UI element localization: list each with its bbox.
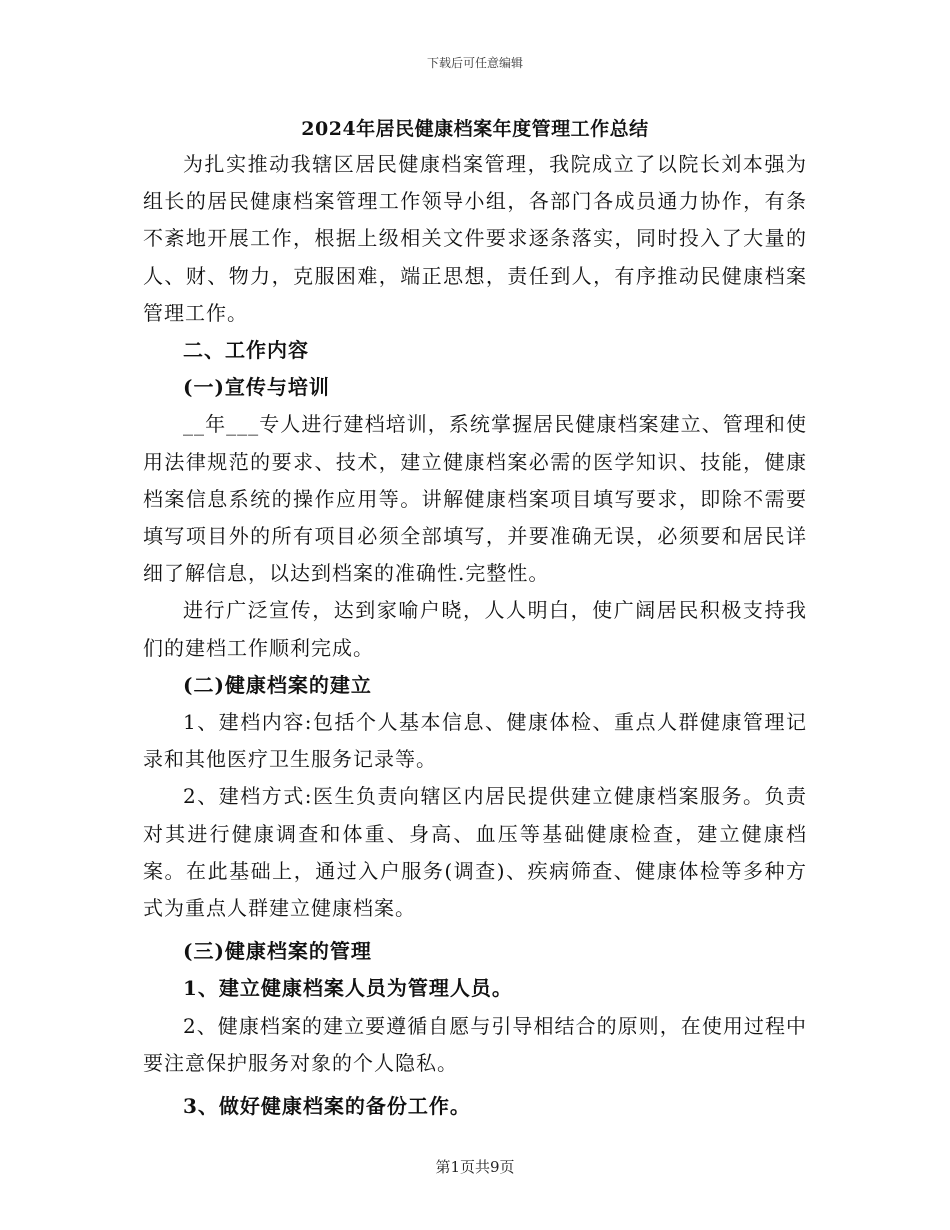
header-note: 下载后可任意编辑 <box>426 56 523 70</box>
intro-paragraph: 为扎实推动我辖区居民健康档案管理，我院成立了以院长刘本强为组长的居民健康档案管理工作领导小组，各部门各成员通力协作，有条不紊地开展工作，根据上级相关文件要求逐条落实，同时投入了大量的人、财、物力，克服困难，端正思想，责任到人，有序推动民健康档案管理工作。 <box>143 152 807 325</box>
establishment-method-paragraph: 2、建档方式:医生负责向辖区内居民提供建立健康档案服务。负责对其进行健康调查和体重、身高、血压等基础健康检查，建立健康档案。在此基础上，通过入户服务(调查)、疾病筛查、健康体检等多种方式为重点人群建立健康档案。 <box>143 784 807 921</box>
document-title: 2024年居民健康档案年度管理工作总结 <box>301 118 649 140</box>
document-body <box>143 146 807 1125</box>
training-paragraph: __年___专人进行建档培训，系统掌握居民健康档案建立、管理和使用法律规范的要求、技术，建立健康档案必需的医学知识、技能，健康档案信息系统的操作应用等。讲解健康档案项目填写要求，即除不需要填写项目外的所有项目必须全部填写，并要准确无误，必须要和居民详细了解信息，以达到档案的准确性.完整性。 <box>143 412 807 586</box>
management-item-2: 2、健康档案的建立要遵循自愿与引导相结合的原则，在使用过程中要注意保护服务对象的个人隐私。 <box>143 1013 807 1075</box>
subsection-heading-establishment: (二)健康档案的建立 <box>183 672 372 697</box>
page-number-footer: 第1页共9页 <box>435 1158 515 1176</box>
management-item-3: 3、做好健康档案的备份工作。 <box>183 1094 471 1119</box>
establishment-content-paragraph: 1、建档内容:包括个人基本信息、健康体检、重点人群健康管理记录和其他医疗卫生服务记录等。 <box>143 710 807 772</box>
subsection-heading-publicity-training: (一)宣传与培训 <box>183 375 330 400</box>
section-heading-work-content: 二、工作内容 <box>183 338 309 363</box>
subsection-heading-management: (三)健康档案的管理 <box>183 939 372 964</box>
publicity-paragraph: 进行广泛宣传，达到家喻户晓，人人明白，使广阔居民积极支持我们的建档工作顺利完成。 <box>143 598 807 660</box>
management-item-1: 1、建立健康档案人员为管理人员。 <box>183 976 513 1001</box>
